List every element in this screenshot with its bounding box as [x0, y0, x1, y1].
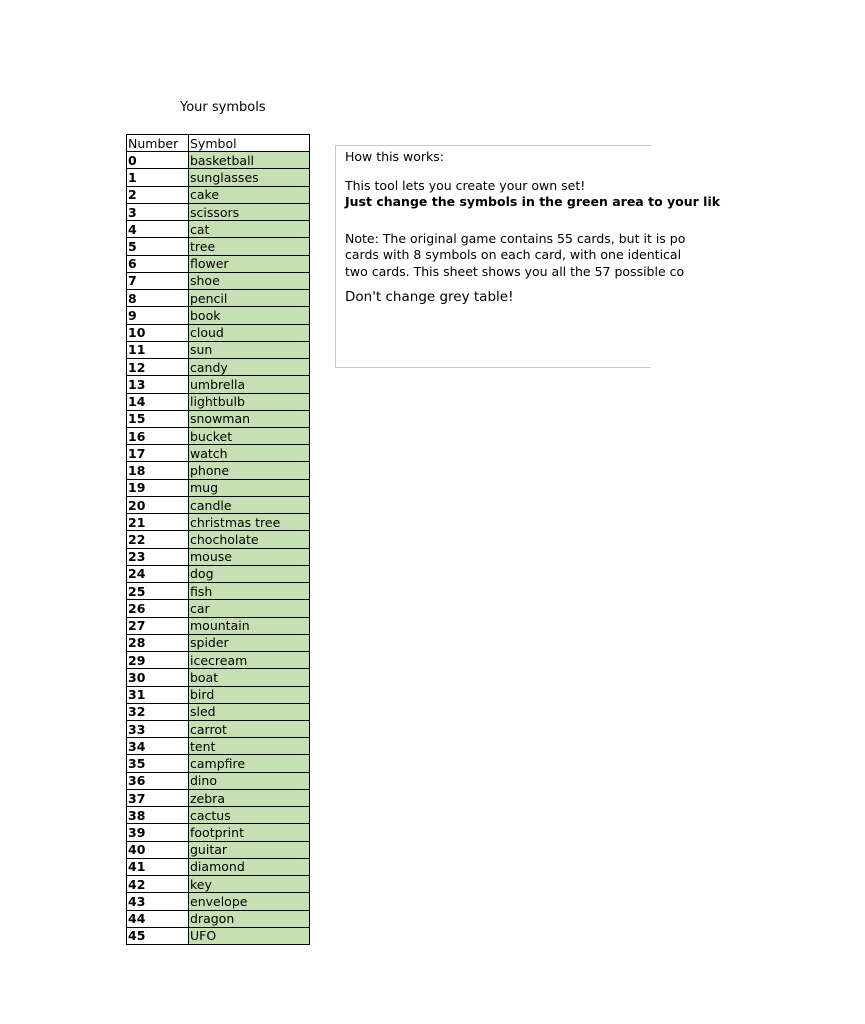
- sheet-title: Your symbols: [180, 100, 266, 115]
- symbol-cell[interactable]: boat: [189, 669, 310, 686]
- warning-text: Don't change grey table!: [345, 289, 514, 305]
- symbol-cell[interactable]: dog: [189, 565, 310, 582]
- number-cell[interactable]: 29: [127, 652, 189, 669]
- table-row: [127, 634, 310, 651]
- number-cell[interactable]: 45: [127, 927, 189, 944]
- table-row: [127, 152, 310, 169]
- table-row: [127, 807, 310, 824]
- table-row: [127, 479, 310, 496]
- table-row: [127, 531, 310, 548]
- table-row: [127, 858, 310, 875]
- number-cell[interactable]: 34: [127, 738, 189, 755]
- symbol-cell[interactable]: dragon: [189, 910, 310, 927]
- number-cell[interactable]: 42: [127, 876, 189, 893]
- number-cell[interactable]: 36: [127, 772, 189, 789]
- symbol-cell[interactable]: mountain: [189, 617, 310, 634]
- table-row: [127, 445, 310, 462]
- symbol-cell[interactable]: fish: [189, 583, 310, 600]
- table-row: [127, 600, 310, 617]
- number-cell[interactable]: 12: [127, 359, 189, 376]
- symbol-cell[interactable]: candle: [189, 496, 310, 513]
- number-cell[interactable]: 19: [127, 479, 189, 496]
- symbol-cell[interactable]: candy: [189, 359, 310, 376]
- number-cell[interactable]: 18: [127, 462, 189, 479]
- table-row: [127, 548, 310, 565]
- number-cell[interactable]: 3: [127, 203, 189, 220]
- table-row: [127, 290, 310, 307]
- number-cell[interactable]: 31: [127, 686, 189, 703]
- table-row: [127, 565, 310, 582]
- table-row: [127, 496, 310, 513]
- instructions-textbox[interactable]: [335, 145, 721, 368]
- table-row: [127, 324, 310, 341]
- symbols-table: [126, 134, 310, 945]
- table-row: [127, 341, 310, 358]
- symbol-cell[interactable]: UFO: [189, 927, 310, 944]
- number-cell[interactable]: 40: [127, 841, 189, 858]
- note-line: cards with 8 symbols on each card, with one identical: [345, 247, 682, 262]
- number-cell[interactable]: 1: [127, 169, 189, 186]
- symbols-table-body: [127, 152, 310, 945]
- symbol-cell[interactable]: envelope: [189, 893, 310, 910]
- number-cell[interactable]: 22: [127, 531, 189, 548]
- number-cell[interactable]: 20: [127, 496, 189, 513]
- number-cell[interactable]: 37: [127, 789, 189, 806]
- instructions-content: [345, 149, 865, 306]
- number-cell[interactable]: 13: [127, 376, 189, 393]
- symbol-cell[interactable]: cake: [189, 186, 310, 203]
- symbol-cell[interactable]: campfire: [189, 755, 310, 772]
- number-cell[interactable]: 25: [127, 583, 189, 600]
- table-row: [127, 876, 310, 893]
- table-row: [127, 462, 310, 479]
- number-cell[interactable]: 2: [127, 186, 189, 203]
- number-cell[interactable]: 6: [127, 255, 189, 272]
- number-cell[interactable]: 32: [127, 703, 189, 720]
- symbol-cell[interactable]: christmas tree: [189, 514, 310, 531]
- table-row: [127, 703, 310, 720]
- table-row: [127, 686, 310, 703]
- table-row: [127, 307, 310, 324]
- symbol-cell[interactable]: umbrella: [189, 376, 310, 393]
- symbol-cell[interactable]: chocholate: [189, 531, 310, 548]
- symbol-cell[interactable]: mug: [189, 479, 310, 496]
- symbol-cell[interactable]: shoe: [189, 272, 310, 289]
- table-row: [127, 272, 310, 289]
- table-row: [127, 583, 310, 600]
- number-cell[interactable]: 9: [127, 307, 189, 324]
- table-row: [127, 652, 310, 669]
- symbol-cell[interactable]: spider: [189, 634, 310, 651]
- instructions-line: This tool lets you create your own set!: [345, 177, 586, 193]
- number-cell[interactable]: 4: [127, 221, 189, 238]
- table-row: [127, 393, 310, 410]
- table-row: [127, 617, 310, 634]
- symbol-cell[interactable]: icecream: [189, 652, 310, 669]
- table-row: [127, 514, 310, 531]
- number-cell[interactable]: 23: [127, 548, 189, 565]
- table-row: [127, 738, 310, 755]
- number-cell[interactable]: 33: [127, 720, 189, 737]
- symbol-cell[interactable]: zebra: [189, 789, 310, 806]
- symbol-cell[interactable]: sled: [189, 703, 310, 720]
- instructions-bold-line: Just change the symbols in the green area to your lik: [345, 194, 721, 209]
- symbol-cell[interactable]: snowman: [189, 410, 310, 427]
- table-row: [127, 359, 310, 376]
- number-cell[interactable]: 0: [127, 152, 189, 169]
- symbol-cell[interactable]: bird: [189, 686, 310, 703]
- number-cell[interactable]: 39: [127, 824, 189, 841]
- symbol-cell[interactable]: cloud: [189, 324, 310, 341]
- table-row: [127, 376, 310, 393]
- symbol-cell[interactable]: cat: [189, 221, 310, 238]
- symbol-cell[interactable]: basketball: [189, 152, 310, 169]
- number-column-header[interactable]: Number: [127, 135, 189, 152]
- number-cell[interactable]: 11: [127, 341, 189, 358]
- table-row: [127, 186, 310, 203]
- symbol-cell[interactable]: sunglasses: [189, 169, 310, 186]
- table-row: [127, 789, 310, 806]
- symbol-cell[interactable]: footprint: [189, 824, 310, 841]
- symbol-cell[interactable]: flower: [189, 255, 310, 272]
- number-cell[interactable]: 17: [127, 445, 189, 462]
- table-row: [127, 238, 310, 255]
- table-row: [127, 720, 310, 737]
- table-row: [127, 893, 310, 910]
- symbol-cell[interactable]: guitar: [189, 841, 310, 858]
- note-line: two cards. This sheet shows you all the 57 possible co: [345, 263, 685, 279]
- symbol-cell[interactable]: tent: [189, 738, 310, 755]
- number-cell[interactable]: 43: [127, 893, 189, 910]
- number-cell[interactable]: 38: [127, 807, 189, 824]
- number-cell[interactable]: 21: [127, 514, 189, 531]
- number-cell[interactable]: 35: [127, 755, 189, 772]
- table-row: [127, 255, 310, 272]
- number-cell[interactable]: 5: [127, 238, 189, 255]
- number-cell[interactable]: 16: [127, 427, 189, 444]
- symbol-cell[interactable]: diamond: [189, 858, 310, 875]
- number-cell[interactable]: 27: [127, 617, 189, 634]
- symbol-cell[interactable]: pencil: [189, 290, 310, 307]
- number-cell[interactable]: 7: [127, 272, 189, 289]
- table-row: [127, 755, 310, 772]
- number-cell[interactable]: 15: [127, 410, 189, 427]
- number-cell[interactable]: 8: [127, 290, 189, 307]
- instructions-heading: How this works:: [345, 149, 444, 164]
- symbol-cell[interactable]: mouse: [189, 548, 310, 565]
- symbol-cell[interactable]: sun: [189, 341, 310, 358]
- symbol-cell[interactable]: book: [189, 307, 310, 324]
- symbol-cell[interactable]: dino: [189, 772, 310, 789]
- table-row: [127, 910, 310, 927]
- symbol-cell[interactable]: phone: [189, 462, 310, 479]
- table-row: [127, 410, 310, 427]
- table-row: [127, 927, 310, 944]
- table-row: [127, 841, 310, 858]
- header-row: [127, 135, 310, 152]
- symbol-cell[interactable]: tree: [189, 238, 310, 255]
- symbol-cell[interactable]: lightbulb: [189, 393, 310, 410]
- table-row: [127, 772, 310, 789]
- number-cell[interactable]: 10: [127, 324, 189, 341]
- symbol-cell[interactable]: scissors: [189, 203, 310, 220]
- number-cell[interactable]: 26: [127, 600, 189, 617]
- note-line: Note: The original game contains 55 cards, but it is po: [345, 230, 686, 246]
- number-cell[interactable]: 41: [127, 858, 189, 875]
- symbol-cell[interactable]: bucket: [189, 427, 310, 444]
- table-row: [127, 824, 310, 841]
- table-row: [127, 221, 310, 238]
- symbol-cell[interactable]: key: [189, 876, 310, 893]
- number-cell[interactable]: 28: [127, 634, 189, 651]
- table-row: [127, 169, 310, 186]
- symbol-cell[interactable]: car: [189, 600, 310, 617]
- table-row: [127, 427, 310, 444]
- number-cell[interactable]: 24: [127, 565, 189, 582]
- symbol-column-header[interactable]: Symbol: [189, 135, 310, 152]
- number-cell[interactable]: 30: [127, 669, 189, 686]
- symbol-cell[interactable]: watch: [189, 445, 310, 462]
- number-cell[interactable]: 14: [127, 393, 189, 410]
- symbol-cell[interactable]: cactus: [189, 807, 310, 824]
- table-row: [127, 669, 310, 686]
- symbol-cell[interactable]: carrot: [189, 720, 310, 737]
- number-cell[interactable]: 44: [127, 910, 189, 927]
- table-row: [127, 203, 310, 220]
